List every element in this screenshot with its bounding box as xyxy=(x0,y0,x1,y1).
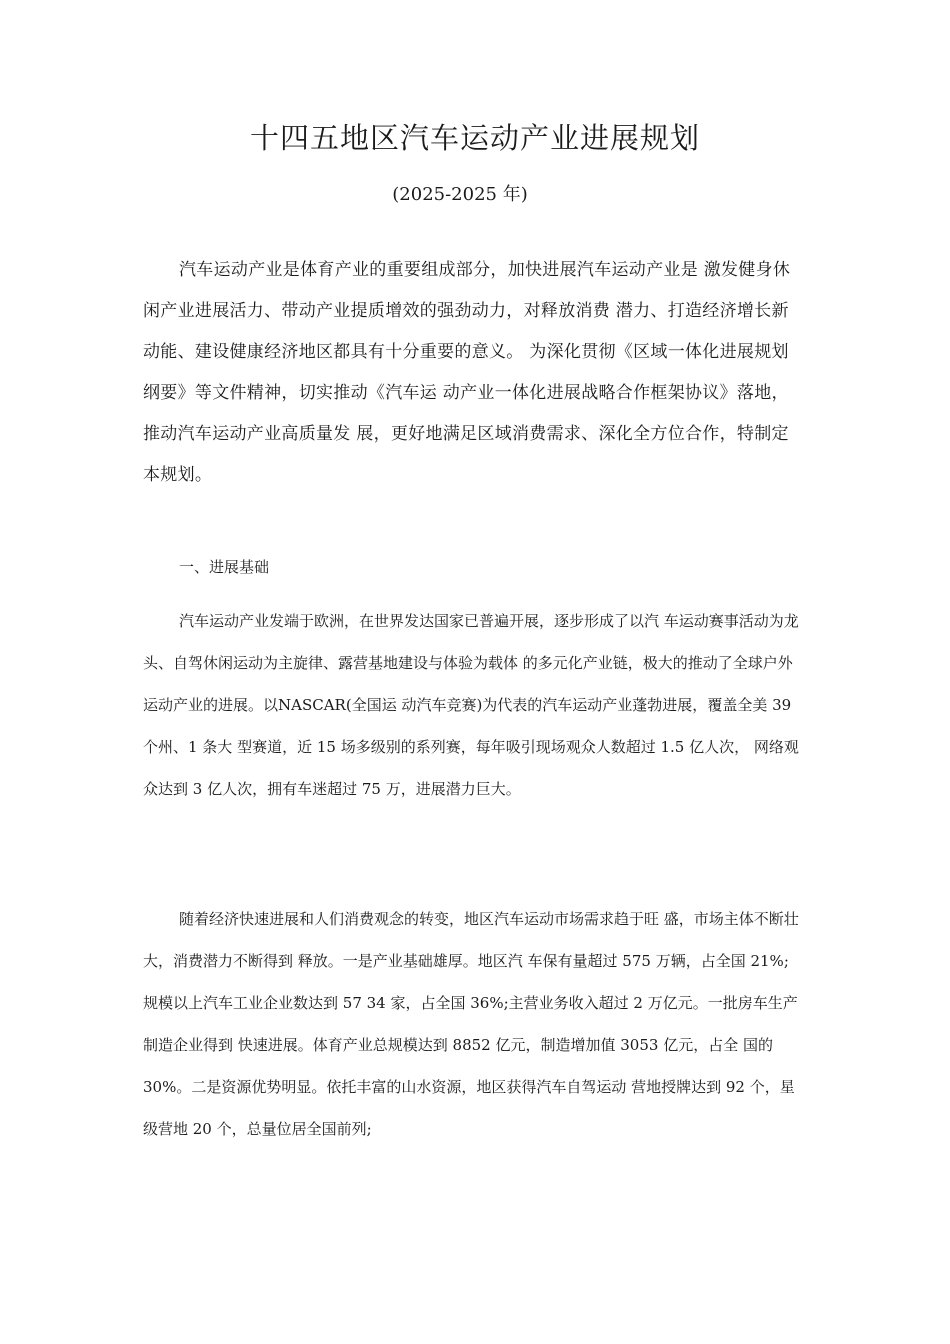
document-subtitle: (2025-2025 年) xyxy=(392,184,528,205)
section-paragraph: 汽车运动产业发端于欧洲，在世界发达国家已普遍开展，逐步形成了以汽 车运动赛事活动为龙头、自驾休闲运动为主旋律、露营基地建设与体验为载体 的多元化产业链，极大的推动了全球户外运动产业的进展。以NASCAR(全国运 动汽车竞赛)为代表的汽车运动产业蓬勃进展，覆盖全美 39 个州、1 条大 型赛道，近 15 场多级别的系列赛，每年吸引现场观众人数超过 1.5 亿人次， 网络观众达到 3 亿人次，拥有车迷超过 75 万，进展潜力巨大。 xyxy=(143,612,799,798)
section-paragraph: 随着经济快速进展和人们消费观念的转变，地区汽车运动市场需求趋于旺 盛，市场主体不断壮大，消费潜力不断得到 释放。一是产业基础雄厚。地区汽 车保有量超过 575 万辆，占全国 21%;规模以上汽车工业企业数达到 57 34 家，占全国 36%;主营业务收入超过 2 万亿元。一批房车生产制造企业得到 快速进展。体育产业总规模达到 8852 亿元，制造增加值 3053 亿元，占全 国的 30%。二是资源优势明显。依托丰富的山水资源，地区获得汽车自驾运动 营地授牌达到 92 个，星级营地 20 个，总量位居全国前列; xyxy=(143,910,799,1138)
document-title: 十四五地区汽车运动产业进展规划 xyxy=(249,121,700,155)
section-heading: 一、进展基础 xyxy=(179,558,270,576)
intro-paragraph: 汽车运动产业是体育产业的重要组成部分，加快进展汽车运动产业是 激发健身休闲产业进展活力、带动产业提质增效的强劲动力，对释放消费 潜力、打造经济增长新动能、建设健康经济地区都具有十分重要的意义。 为深化贯彻《区域一体化进展规划纲要》等文件精神，切实推动《汽车运 动产业一体化进展战略合作框架协议》落地，推动汽车运动产业高质量发 展，更好地满足区域消费需求、深化全方位合作，特制定本规划。 xyxy=(143,260,791,485)
